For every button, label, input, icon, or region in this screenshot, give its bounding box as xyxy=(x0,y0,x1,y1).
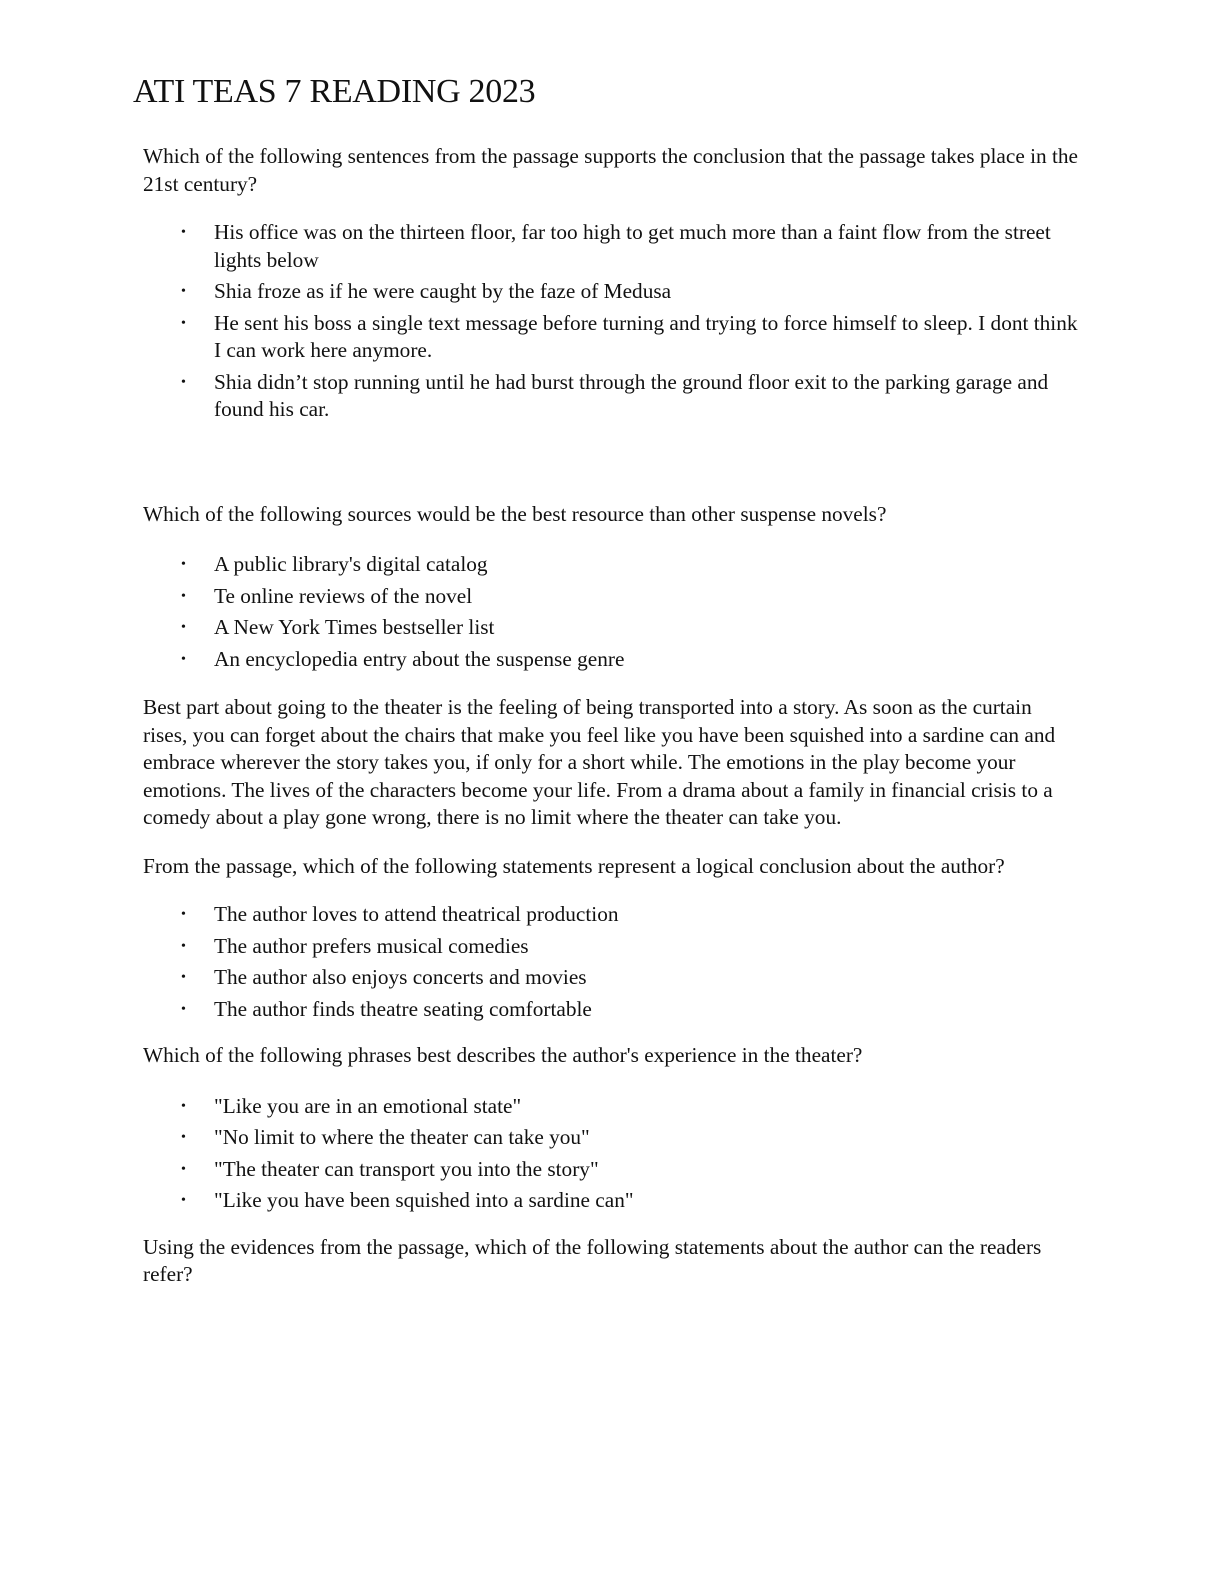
answer-option xyxy=(143,614,1078,642)
answer-option-text: "Like you have been squished into a sardine can" xyxy=(214,1188,634,1212)
bullet: • xyxy=(181,970,186,985)
document-title: ATI TEAS 7 READING 2023 xyxy=(133,73,536,110)
answer-option-text: The author also enjoys concerts and movies xyxy=(214,965,587,989)
question-block xyxy=(143,501,1078,674)
answer-option xyxy=(143,996,1078,1024)
bullet: • xyxy=(181,907,186,922)
answer-option-text: He sent his boss a single text message before turning and trying to force himself to sleep. I dont think I can work here anymore. xyxy=(214,310,1078,362)
question-text: Using the evidences from the passage, which of the following statements about the author can the readers refer? xyxy=(143,1234,1042,1286)
answer-option xyxy=(143,583,1078,611)
bullet: • xyxy=(181,225,186,240)
answer-option-text: "No limit to where the theater can take you" xyxy=(214,1125,590,1149)
bullet: • xyxy=(181,315,186,331)
answer-option xyxy=(143,646,1078,674)
answer-options xyxy=(143,1093,1078,1215)
answer-option xyxy=(143,278,1078,306)
question-text: Which of the following sentences from the passage supports the conclusion that the passage takes place in the 21st century? xyxy=(143,144,1079,196)
bullet: • xyxy=(181,1130,186,1145)
answer-option-text: A New York Times bestseller list xyxy=(214,615,495,639)
answer-options xyxy=(143,901,1078,1023)
answer-option xyxy=(143,1124,1078,1152)
answer-option-text: The author prefers musical comedies xyxy=(214,933,529,958)
question-block xyxy=(143,1234,1078,1289)
bullet: • xyxy=(181,284,186,299)
question-block xyxy=(143,853,1078,1024)
answer-option-text: A public library's digital catalog xyxy=(214,552,488,576)
answer-option xyxy=(143,1187,1078,1215)
answer-option xyxy=(143,1156,1078,1184)
answer-option-text: An encyclopedia entry about the suspense genre xyxy=(214,646,625,671)
answer-option xyxy=(143,1093,1078,1121)
answer-option-text: "The theater can transport you into the story" xyxy=(214,1156,599,1181)
answer-option-text: The author finds theatre seating comfortable xyxy=(214,996,592,1021)
question-text: Which of the following phrases best describes the author's experience in the theater? xyxy=(143,1043,863,1067)
reading-passage: Best part about going to the theater is the feeling of being transported into a story. As soon as the curtain rises, you can forget about the chairs that make you feel like you have been squished into a sardine can and embrace wherever the story takes you, if only for a short while. The emotions in the play become your emotions. The lives of the characters become your life. From a drama about a family in financial crisis to a comedy about a play gone wrong, there is no limit where the theater can take you. xyxy=(143,695,1056,829)
bullet: • xyxy=(181,1098,186,1114)
answer-option xyxy=(143,901,1078,929)
bullet: • xyxy=(181,1161,186,1177)
document-body xyxy=(143,143,1078,1289)
answer-option xyxy=(143,964,1078,992)
answer-option-text: Shia froze as if he were caught by the faze of Medusa xyxy=(214,279,672,303)
answer-option xyxy=(143,219,1078,274)
question-block xyxy=(143,1042,1078,1215)
bullet: • xyxy=(181,1001,186,1017)
bullet: • xyxy=(181,374,186,390)
bullet: • xyxy=(181,557,186,572)
answer-option xyxy=(143,310,1078,365)
bullet: • xyxy=(181,1193,186,1208)
question-text: From the passage, which of the following statements represent a logical conclusion about the author? xyxy=(143,853,1005,878)
answer-option xyxy=(143,369,1078,424)
answer-options xyxy=(143,219,1078,424)
answer-option-text: Te online reviews of the novel xyxy=(214,583,473,608)
bullet: • xyxy=(181,651,186,667)
answer-option-text: "Like you are in an emotional state" xyxy=(214,1093,522,1118)
answer-option-text: Shia didn’t stop running until he had burst through the ground floor exit to the parking garage and found his car. xyxy=(214,369,1049,421)
bullet: • xyxy=(181,620,186,635)
answer-option-text: His office was on the thirteen floor, far too high to get much more than a faint flow from the street lights below xyxy=(214,220,1051,272)
bullet: • xyxy=(181,588,186,604)
question-block xyxy=(143,143,1078,424)
bullet: • xyxy=(181,938,186,954)
answer-option xyxy=(143,933,1078,961)
question-text: Which of the following sources would be the best resource than other suspense novels? xyxy=(143,501,887,526)
answer-option xyxy=(143,551,1078,579)
answer-options xyxy=(143,551,1078,673)
answer-option-text: The author loves to attend theatrical production xyxy=(214,902,619,926)
